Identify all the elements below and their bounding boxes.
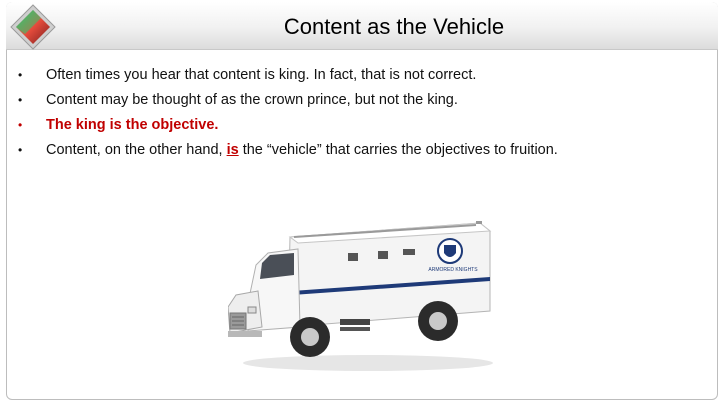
bullet-text-suffix: the “vehicle” that carries the objectives to fruition. bbox=[238, 142, 558, 158]
bullet-text: The king is the objective. bbox=[46, 117, 219, 133]
bullet-text-prefix: Content, on the other hand, bbox=[46, 142, 227, 158]
bullet-dot-icon: • bbox=[18, 143, 23, 157]
bullet-emphasis: is bbox=[226, 142, 239, 158]
bullet-list bbox=[18, 63, 708, 163]
bullet-dot-icon: • bbox=[18, 68, 23, 82]
bullet-item bbox=[18, 63, 708, 88]
slide-title: Content as the Vehicle bbox=[283, 14, 505, 39]
bullet-item bbox=[18, 88, 708, 113]
bullet-dot-icon: • bbox=[18, 93, 23, 107]
bullet-item bbox=[18, 138, 708, 163]
bullet-dot-icon: • bbox=[18, 118, 23, 132]
truck-lettering: ARMORED KNIGHTS bbox=[428, 267, 478, 273]
bullet-item-highlight bbox=[18, 113, 708, 138]
bullet-text: Content may be thought of as the crown prince, but not the king. bbox=[46, 92, 458, 108]
bullet-text: Often times you hear that content is king. In fact, that is not correct. bbox=[46, 67, 477, 83]
armored-truck-image bbox=[228, 215, 498, 375]
